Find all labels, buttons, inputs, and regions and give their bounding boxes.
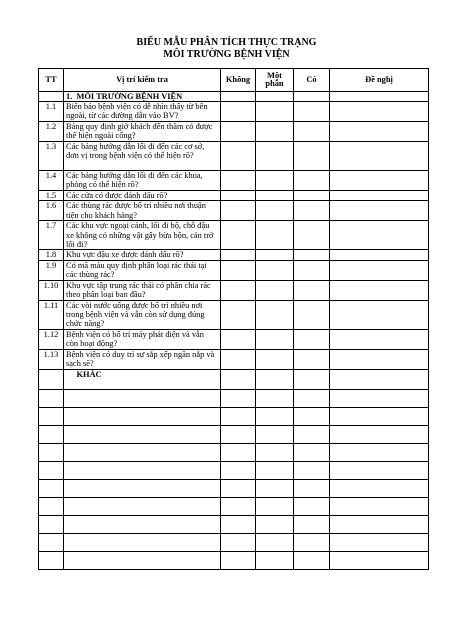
check-cell-mot-phan[interactable] — [256, 260, 294, 280]
blank-row — [39, 389, 429, 407]
blank-cell[interactable] — [39, 515, 64, 533]
blank-cell[interactable] — [330, 389, 429, 407]
row-number: 1.8 — [39, 250, 64, 260]
section-row — [39, 92, 429, 102]
check-cell-mot-phan[interactable] — [256, 171, 294, 191]
row-location: Các vòi nước uống được bố trí nhiều nơi trong bệnh viện và vẫn còn sử dụng đúng chức năng? — [64, 300, 221, 329]
blank-cell[interactable] — [39, 443, 64, 461]
blank-cell[interactable] — [256, 425, 294, 443]
blank-cell[interactable] — [294, 551, 330, 569]
check-cell-co[interactable] — [294, 171, 330, 191]
header-co: Có — [294, 69, 330, 92]
check-cell-co[interactable] — [294, 300, 330, 329]
blank-cell[interactable] — [256, 443, 294, 461]
blank-cell[interactable] — [64, 533, 221, 551]
row-number: 1.4 — [39, 171, 64, 191]
recommendation-cell[interactable] — [330, 329, 429, 349]
check-cell-mot-phan[interactable] — [256, 300, 294, 329]
check-cell-mot-phan[interactable] — [256, 102, 294, 122]
check-cell-khong[interactable] — [221, 122, 256, 142]
check-cell-mot-phan[interactable] — [256, 369, 294, 389]
table-row — [39, 280, 429, 300]
check-cell-khong[interactable] — [221, 102, 256, 122]
blank-cell[interactable] — [39, 425, 64, 443]
blank-row — [39, 461, 429, 479]
check-cell-khong[interactable] — [221, 329, 256, 349]
check-cell-khong[interactable] — [221, 260, 256, 280]
blank-cell[interactable] — [39, 407, 64, 425]
blank-cell[interactable] — [330, 425, 429, 443]
table-row — [39, 221, 429, 250]
blank-cell[interactable] — [294, 389, 330, 407]
header-tt: TT — [39, 69, 64, 92]
check-cell-khong[interactable] — [221, 349, 256, 369]
blank-cell[interactable] — [64, 407, 221, 425]
blank-cell[interactable] — [256, 551, 294, 569]
table-row — [39, 171, 429, 191]
row-location: Các bảng hướng dẫn lối đi đến các khoa, phòng có thể hiện rõ? — [64, 171, 221, 191]
blank-cell[interactable] — [39, 389, 64, 407]
recommendation-cell[interactable] — [330, 142, 429, 171]
blank-row — [39, 479, 429, 497]
row-number: 1.12 — [39, 329, 64, 349]
check-cell-mot-phan[interactable] — [256, 250, 294, 260]
blank-cell[interactable] — [64, 515, 221, 533]
blank-cell[interactable] — [221, 389, 256, 407]
check-cell-co[interactable] — [294, 329, 330, 349]
check-cell-co[interactable] — [294, 142, 330, 171]
blank-cell[interactable] — [221, 533, 256, 551]
blank-cell[interactable] — [256, 389, 294, 407]
row-location: Bệnh viện có bố trí máy phát điện và vẫn còn hoạt động? — [64, 329, 221, 349]
check-cell-khong[interactable] — [221, 221, 256, 250]
check-cell-co[interactable] — [294, 122, 330, 142]
khac-title: KHÁC — [76, 369, 102, 379]
row-number: 1.6 — [39, 201, 64, 221]
check-cell-mot-phan[interactable] — [256, 122, 294, 142]
blank-cell[interactable] — [64, 551, 221, 569]
khac-empty-tt — [39, 369, 64, 389]
blank-cell[interactable] — [64, 425, 221, 443]
row-location: Các cửa có được đánh dấu rõ? — [64, 191, 221, 201]
check-cell-khong[interactable] — [221, 280, 256, 300]
khac-row — [39, 369, 429, 389]
blank-cell[interactable] — [256, 407, 294, 425]
check-cell-mot-phan[interactable] — [256, 201, 294, 221]
row-number: 1.1 — [39, 102, 64, 122]
recommendation-cell[interactable] — [330, 250, 429, 260]
header-mot-phan-line-1: Một — [267, 70, 282, 80]
blank-cell[interactable] — [330, 407, 429, 425]
blank-cell[interactable] — [39, 533, 64, 551]
checklist-table — [38, 68, 429, 570]
blank-cell[interactable] — [221, 515, 256, 533]
blank-cell[interactable] — [256, 515, 294, 533]
recommendation-cell[interactable] — [330, 280, 429, 300]
blank-cell[interactable] — [294, 425, 330, 443]
section-empty-tt — [39, 92, 64, 102]
blank-cell[interactable] — [221, 407, 256, 425]
row-number: 1.9 — [39, 260, 64, 280]
row-number: 1.10 — [39, 280, 64, 300]
blank-cell[interactable] — [330, 533, 429, 551]
blank-cell[interactable] — [64, 461, 221, 479]
row-location: Khu vực tập trung rác thải có phân chia rác theo phân loại ban đầu? — [64, 280, 221, 300]
blank-cell[interactable] — [330, 479, 429, 497]
header-de-nghi: Đề nghị — [330, 69, 429, 92]
blank-cell[interactable] — [221, 551, 256, 569]
recommendation-cell[interactable] — [330, 221, 429, 250]
recommendation-cell[interactable] — [330, 92, 429, 102]
blank-cell[interactable] — [221, 461, 256, 479]
check-cell-co[interactable] — [294, 349, 330, 369]
check-cell-khong[interactable] — [221, 369, 256, 389]
table-row — [39, 300, 429, 329]
check-cell-khong[interactable] — [221, 201, 256, 221]
check-cell-mot-phan[interactable] — [256, 329, 294, 349]
header-khong: Không — [221, 69, 256, 92]
row-location: Các khu vực ngoại cảnh, lối đi bộ, chỗ đậu xe không có những vật gây bừa bộn, cản trở lối đi? — [64, 221, 221, 250]
row-number: 1.5 — [39, 191, 64, 201]
document-title-line-1: BIỂU MẪU PHÂN TÍCH THỰC TRẠNG — [136, 37, 317, 48]
blank-cell[interactable] — [330, 515, 429, 533]
blank-cell[interactable] — [221, 497, 256, 515]
row-location: Biển báo bệnh viện có dễ nhìn thấy từ bên ngoài, từ các đường dẫn vào BV? — [64, 102, 221, 122]
blank-cell[interactable] — [330, 443, 429, 461]
section-number: 1. — [66, 92, 73, 101]
recommendation-cell[interactable] — [330, 260, 429, 280]
table-row — [39, 201, 429, 221]
recommendation-cell[interactable] — [330, 300, 429, 329]
khac-label — [64, 369, 221, 389]
blank-cell[interactable] — [330, 461, 429, 479]
document-title-line-2: MÔI TRƯỜNG BỆNH VIỆN — [163, 49, 290, 60]
check-cell-co[interactable] — [294, 280, 330, 300]
header-row — [39, 69, 429, 92]
header-mot-phan — [256, 69, 294, 92]
table-row — [39, 102, 429, 122]
blank-row — [39, 425, 429, 443]
check-cell-co[interactable] — [294, 369, 330, 389]
blank-cell[interactable] — [294, 407, 330, 425]
recommendation-cell[interactable] — [330, 191, 429, 201]
check-cell-khong[interactable] — [221, 92, 256, 102]
row-number: 1.3 — [39, 142, 64, 171]
check-cell-mot-phan[interactable] — [256, 142, 294, 171]
check-cell-khong[interactable] — [221, 142, 256, 171]
row-number: 1.11 — [39, 300, 64, 329]
recommendation-cell[interactable] — [330, 122, 429, 142]
blank-row — [39, 533, 429, 551]
recommendation-cell[interactable] — [330, 349, 429, 369]
check-cell-khong[interactable] — [221, 250, 256, 260]
check-cell-co[interactable] — [294, 191, 330, 201]
table-row — [39, 191, 429, 201]
check-cell-co[interactable] — [294, 102, 330, 122]
blank-row — [39, 515, 429, 533]
blank-cell[interactable] — [294, 443, 330, 461]
blank-cell[interactable] — [39, 497, 64, 515]
blank-cell[interactable] — [221, 479, 256, 497]
blank-cell[interactable] — [39, 461, 64, 479]
blank-cell[interactable] — [256, 461, 294, 479]
check-cell-co[interactable] — [294, 260, 330, 280]
check-cell-khong[interactable] — [221, 171, 256, 191]
row-number: 1.13 — [39, 349, 64, 369]
blank-row — [39, 443, 429, 461]
blank-cell[interactable] — [64, 389, 221, 407]
check-cell-khong[interactable] — [221, 300, 256, 329]
row-location: Bệnh viện có duy trì sự sắp xếp ngăn nắp và sạch sẽ? — [64, 349, 221, 369]
blank-row — [39, 551, 429, 569]
row-location: Các bảng hướng dẫn lối đi đến các cơ sở, đơn vị trong bệnh viện có thể hiện rõ? — [64, 142, 221, 171]
check-cell-mot-phan[interactable] — [256, 92, 294, 102]
blank-cell[interactable] — [39, 479, 64, 497]
blank-row — [39, 497, 429, 515]
blank-cell[interactable] — [221, 425, 256, 443]
header-location: Vị trí kiểm tra — [64, 69, 221, 92]
check-cell-co[interactable] — [294, 201, 330, 221]
table-row — [39, 260, 429, 280]
row-number: 1.7 — [39, 221, 64, 250]
check-cell-mot-phan[interactable] — [256, 221, 294, 250]
blank-cell[interactable] — [221, 443, 256, 461]
blank-cell[interactable] — [294, 461, 330, 479]
blank-cell[interactable] — [294, 497, 330, 515]
blank-cell[interactable] — [294, 515, 330, 533]
row-number: 1.2 — [39, 122, 64, 142]
check-cell-co[interactable] — [294, 92, 330, 102]
table-row — [39, 122, 429, 142]
blank-cell[interactable] — [39, 551, 64, 569]
header-mot-phan-line-2: phần — [265, 79, 284, 88]
check-cell-mot-phan[interactable] — [256, 349, 294, 369]
table-row — [39, 250, 429, 260]
blank-cell[interactable] — [64, 497, 221, 515]
check-cell-co[interactable] — [294, 250, 330, 260]
recommendation-cell[interactable] — [330, 201, 429, 221]
recommendation-cell[interactable] — [330, 369, 429, 389]
blank-row — [39, 407, 429, 425]
blank-cell[interactable] — [256, 497, 294, 515]
check-cell-co[interactable] — [294, 221, 330, 250]
blank-cell[interactable] — [64, 479, 221, 497]
row-location: Các thùng rác được bố trí nhiều nơi thuận tiện cho khách hàng? — [64, 201, 221, 221]
blank-cell[interactable] — [256, 479, 294, 497]
table-row — [39, 142, 429, 171]
blank-cell[interactable] — [294, 479, 330, 497]
check-cell-mot-phan[interactable] — [256, 280, 294, 300]
blank-cell[interactable] — [256, 533, 294, 551]
row-location: Có mã màu quy định phân loại rác thải tại các thùng rác? — [64, 260, 221, 280]
blank-cell[interactable] — [64, 443, 221, 461]
blank-cell[interactable] — [330, 551, 429, 569]
blank-cell[interactable] — [330, 497, 429, 515]
recommendation-cell[interactable] — [330, 171, 429, 191]
recommendation-cell[interactable] — [330, 102, 429, 122]
row-location: Bảng quy định giờ khách đến thăm có được thể hiện ngoài cổng? — [64, 122, 221, 142]
section-title: MÔI TRƯỜNG BỆNH VIỆN — [76, 92, 183, 101]
row-location: Khu vực đậu xe được đánh dấu rõ? — [64, 250, 221, 260]
table-row — [39, 349, 429, 369]
check-cell-khong[interactable] — [221, 191, 256, 201]
table-row — [39, 329, 429, 349]
check-cell-mot-phan[interactable] — [256, 191, 294, 201]
blank-cell[interactable] — [294, 533, 330, 551]
section-label — [64, 92, 221, 102]
